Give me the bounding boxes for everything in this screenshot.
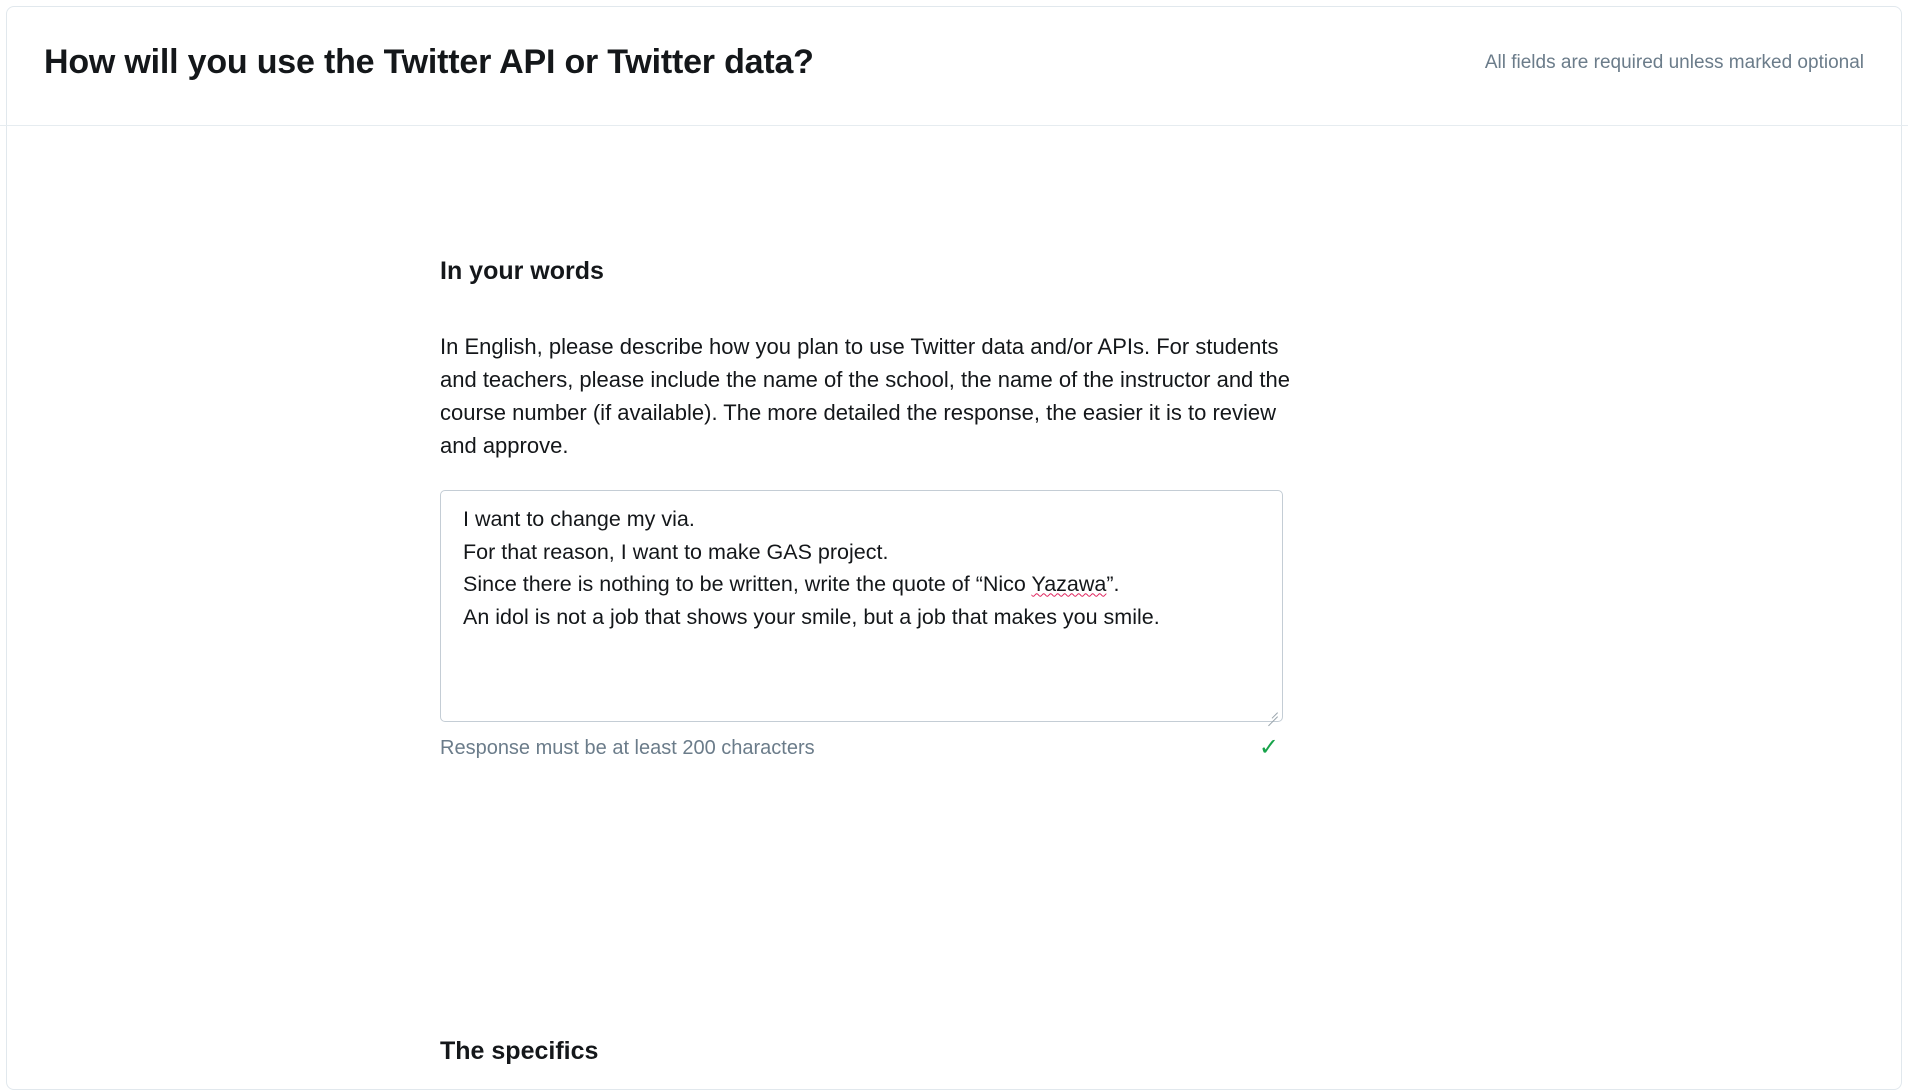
- textarea-line-3-part-c: ”.: [1106, 572, 1120, 597]
- usage-description-field-wrap: [440, 490, 1283, 722]
- page-title: How will you use the Twitter API or Twitter data?: [44, 43, 814, 82]
- section-description: In English, please describe how you plan to use Twitter data and/or APIs. For students and teachers, please include the name of the school, the name of the instructor and the course number (if available). The more detailed the response, the easier it is to review and approve.: [440, 334, 1290, 458]
- textarea-line-2: For that reason, I want to make GAS project.: [463, 539, 889, 564]
- section-title-in-your-words: In your words: [440, 257, 604, 285]
- field-helper-row: [440, 736, 1283, 760]
- textarea-line-3-part-a: Since there is nothing to be written, write the quote of “Nico: [463, 572, 1032, 597]
- check-icon: ✓: [1258, 734, 1279, 761]
- textarea-resize-handle-icon[interactable]: [1264, 703, 1278, 717]
- textarea-line-1: I want to change my via.: [463, 507, 695, 531]
- character-requirement-text: Response must be at least 200 characters: [440, 736, 815, 759]
- textarea-line-4: An idol is not a job that shows your smile, but a job that makes you smile.: [463, 605, 1160, 630]
- section-in-your-words: [440, 257, 1300, 760]
- section-title-the-specifics: The specifics: [440, 1037, 599, 1065]
- required-fields-note: All fields are required unless marked optional: [1484, 51, 1864, 73]
- usage-description-textarea[interactable]: [440, 490, 1283, 722]
- form-content: [0, 127, 1908, 1065]
- page-header: [0, 0, 1908, 126]
- textarea-line-3-misspelled-word: Yazawa: [1031, 572, 1107, 597]
